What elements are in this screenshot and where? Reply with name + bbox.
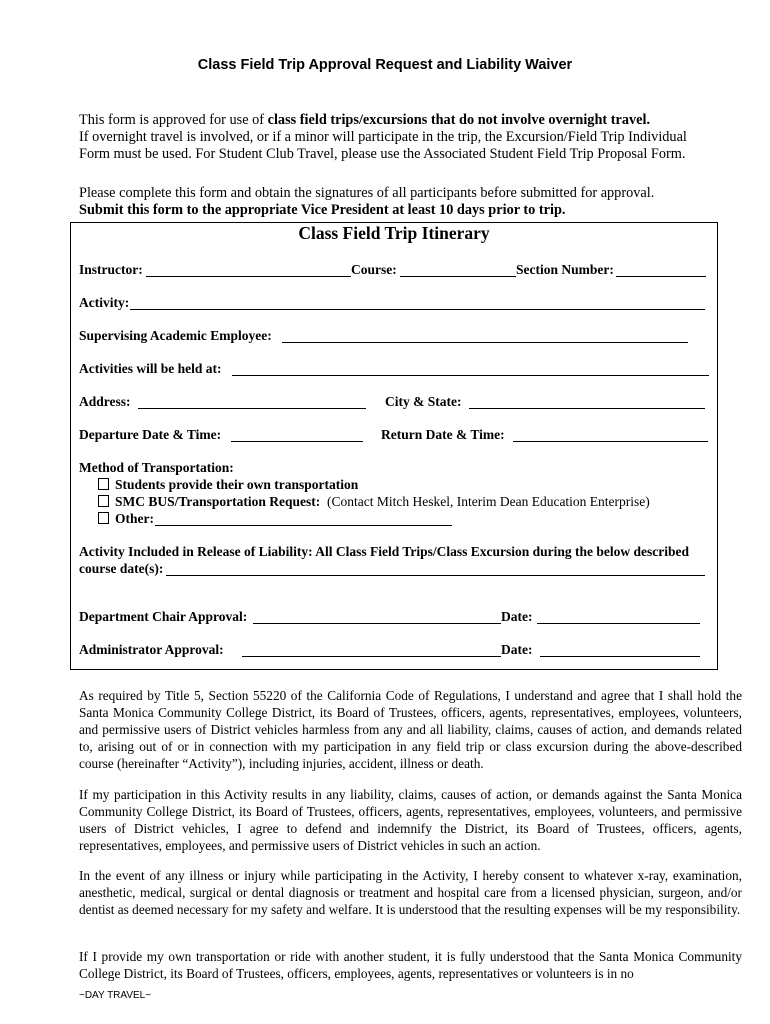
admin-date-label: Date: [501,642,533,657]
transport-option-other[interactable]: Other: [98,511,154,527]
dept-chair-date-label: Date: [501,609,533,624]
checkbox-icon[interactable] [98,512,109,524]
activity-field[interactable] [130,309,705,310]
held-at-label: Activities will be held at: [79,361,222,376]
dept-chair-date-field[interactable] [537,623,700,624]
dept-chair-signature-field[interactable] [253,623,501,624]
footer-label: ~DAY TRAVEL~ [79,990,152,1001]
checkbox-icon[interactable] [98,478,109,490]
waiver-paragraph-2: If my participation in this Activity results in any liability, claims, causes of action, or demands against the Santa Monica Community College District, its Board of Trustees, officers, agents, representatives, employees, volunteers, and permissive users of District vehicles, I agree to defend and indemnify the District, its Board of Trustees, officers, agents, representatives, employees, and permissive users of District vehicles in such an action. [79,787,742,853]
departure-label: Departure Date & Time: [79,427,222,442]
section-number-field[interactable] [616,276,706,277]
intro-line-5: Submit this form to the appropriate Vice President at least 10 days prior to trip. [79,202,566,218]
intro-line-1: This form is approved for use of class field trips/excursions that do not involve overnight travel. [79,112,651,128]
section-number-label: Section Number: [516,262,614,277]
address-label: Address: [79,394,131,409]
intro-line-3: Form must be used. For Student Club Travel, please use the Associated Student Field Trip Proposal Form. [79,146,686,162]
return-label: Return Date & Time: [381,427,505,442]
waiver-paragraph-3: In the event of any illness or injury while participating in the Activity, I hereby consent to whatever x-ray, examination, anesthetic, medical, surgical or dental diagnosis or treatment and hospital care from a licensed physician, surgeon, and/or dentist as deemed necessary for my safety and welfare. It is understood that the resulting expenses will be my responsibility. [79,868,742,917]
intro-instructions [79,185,739,219]
city-state-label: City & State: [385,394,462,409]
transport-option-smc-bus[interactable]: SMC BUS/Transportation Request: (Contact Mitch Heskel, Interim Dean Education Enterprise) [98,494,650,510]
other-transport-field[interactable] [155,525,452,526]
course-label: Course: [351,262,397,277]
instructor-field[interactable] [146,276,351,277]
address-field[interactable] [138,408,366,409]
waiver-paragraph-1: As required by Title 5, Section 55220 of the California Code of Regulations, I understand and agree that I shall hold the Santa Monica Community College District, its Board of Trustees, officers, agents, representatives, employees, volunteers, and permissive users of District vehicles harmless from any and all liability, claims, causes of action, and demands related to, arising out of or in connection with my participation in any field trip or class excursion during the above-described course (hereinafter “Activity”), including injuries, accident, illness or death. [79,688,742,771]
city-state-field[interactable] [469,408,705,409]
course-field[interactable] [400,276,516,277]
dept-chair-label: Department Chair Approval: [79,609,248,624]
instructor-label: Instructor: [79,262,143,277]
departure-field[interactable] [231,441,363,442]
itinerary-title: Class Field Trip Itinerary [298,223,490,243]
admin-approval-label: Administrator Approval: [79,642,224,657]
checkbox-icon[interactable] [98,495,109,507]
form-title: Class Field Trip Approval Request and Liability Waiver [197,57,573,73]
itinerary-box [70,222,718,670]
release-label-line-2: course date(s): [79,561,164,576]
waiver-paragraph-4: If I provide my own transportation or ride with another student, it is fully understood that the Santa Monica Community College District, its Board of Trustees, officers, employees, agents, representatives or volunteers is in no [79,949,742,981]
transport-option-own[interactable]: Students provide their own transportation [98,477,358,493]
held-at-field[interactable] [232,375,709,376]
admin-signature-field[interactable] [242,656,501,657]
supervising-employee-label: Supervising Academic Employee: [79,328,272,343]
course-dates-field[interactable] [166,575,705,576]
return-field[interactable] [513,441,708,442]
activity-label: Activity: [79,295,130,310]
supervising-employee-field[interactable] [282,342,688,343]
intro-line-2: If overnight travel is involved, or if a minor will participate in the trip, the Excursion/Field Trip Individual [79,129,687,145]
intro-block [79,112,739,163]
transportation-heading: Method of Transportation: [79,460,234,475]
intro-line-4: Please complete this form and obtain the signatures of all participants before submitted for approval. [79,185,655,201]
release-label-line-1: Activity Included in Release of Liability: All Class Field Trips/Class Excursion during the below described [79,544,690,559]
admin-date-field[interactable] [540,656,700,657]
